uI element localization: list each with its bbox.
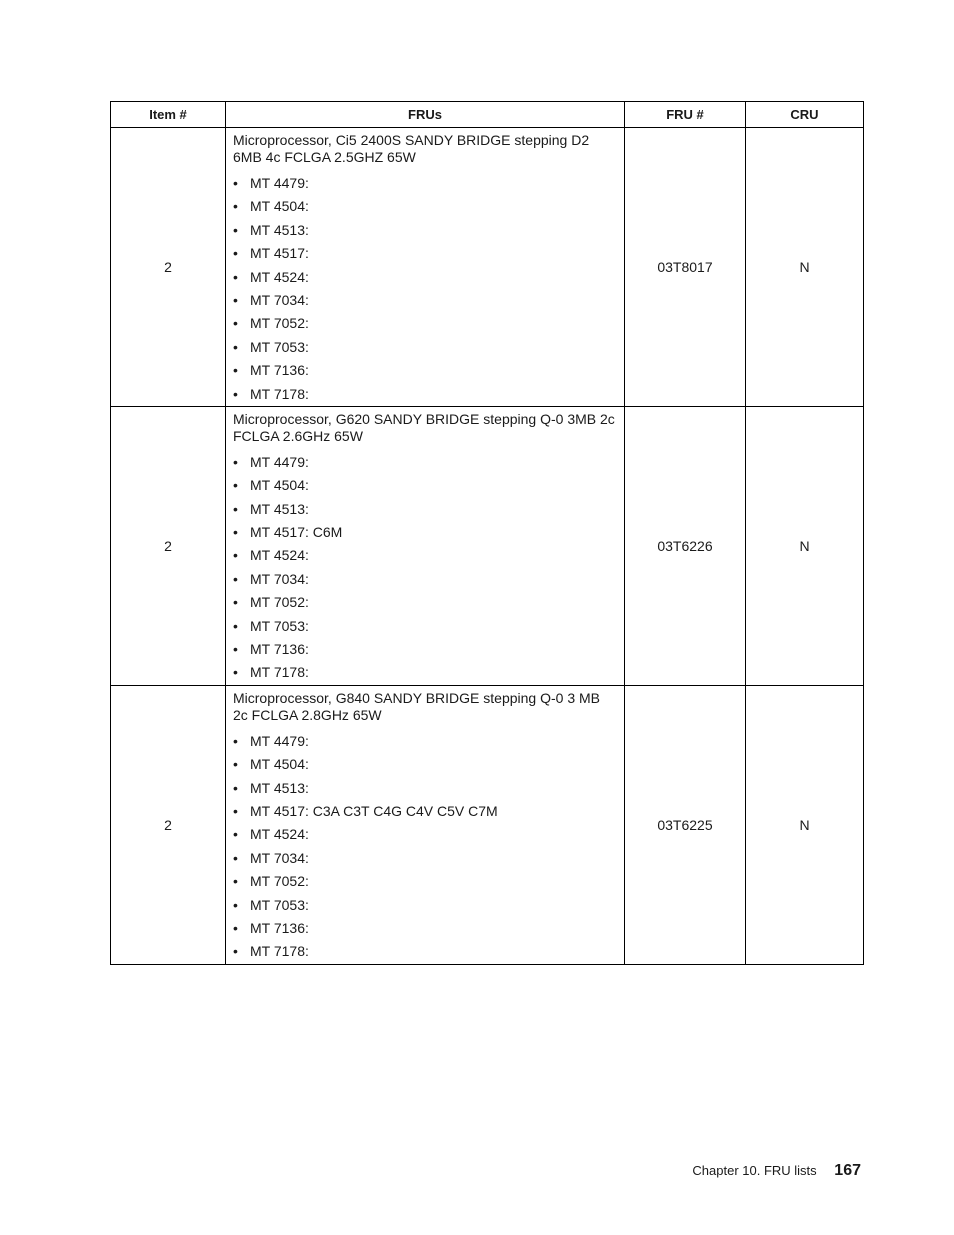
list-item	[233, 940, 616, 963]
list-item	[233, 219, 616, 242]
chapter-label: Chapter 10. FRU lists	[692, 1163, 817, 1178]
machine-type-label: MT 7034:	[250, 291, 309, 308]
fru-description: Microprocessor, G840 SANDY BRIDGE stepping Q-0 3 MB 2c FCLGA 2.8GHz 65W	[233, 689, 600, 723]
machine-type-label: MT 4517:	[250, 245, 309, 262]
machine-type-label: MT 4504:	[250, 198, 309, 215]
bullet-icon: •	[233, 198, 238, 215]
machine-type-list	[233, 730, 616, 964]
list-item	[233, 870, 616, 893]
list-item	[233, 568, 616, 591]
bullet-icon: •	[233, 594, 238, 611]
list-item	[233, 521, 616, 544]
machine-type-label: MT 7034:	[250, 570, 309, 587]
list-item	[233, 661, 616, 684]
header-cru: CRU	[746, 102, 864, 128]
machine-type-list	[233, 172, 616, 406]
list-item	[233, 894, 616, 917]
list-item	[233, 498, 616, 521]
list-item	[233, 312, 616, 335]
bullet-icon: •	[233, 896, 238, 913]
list-item	[233, 544, 616, 567]
fru-description-cell	[226, 128, 625, 407]
machine-type-label: MT 4524:	[250, 547, 309, 564]
machine-type-label: MT 7178:	[250, 664, 309, 681]
bullet-icon: •	[233, 570, 238, 587]
list-item	[233, 474, 616, 497]
item-number-cell: 2	[111, 406, 226, 685]
machine-type-label: MT 4513:	[250, 221, 309, 238]
machine-type-label: MT 7052:	[250, 594, 309, 611]
bullet-icon: •	[233, 175, 238, 191]
list-item	[233, 172, 616, 195]
bullet-icon: •	[233, 826, 238, 843]
list-item	[233, 195, 616, 218]
machine-type-label: MT 4479:	[250, 175, 309, 191]
list-item	[233, 638, 616, 661]
list-item	[233, 289, 616, 312]
cru-cell: N	[746, 685, 864, 964]
bullet-icon: •	[233, 477, 238, 494]
cru-cell: N	[746, 128, 864, 407]
machine-type-label: MT 7053:	[250, 896, 309, 913]
bullet-icon: •	[233, 779, 238, 796]
machine-type-label: MT 4517: C3A C3T C4G C4V C5V C7M	[250, 802, 498, 819]
table-body	[111, 128, 864, 965]
table-row	[111, 685, 864, 964]
fru-description: Microprocessor, G620 SANDY BRIDGE stepping Q-0 3MB 2c FCLGA 2.6GHz 65W	[233, 410, 615, 444]
bullet-icon: •	[233, 664, 238, 681]
cru-cell: N	[746, 406, 864, 685]
list-item	[233, 847, 616, 870]
bullet-icon: •	[233, 362, 238, 379]
fru-number-cell: 03T6226	[625, 406, 746, 685]
machine-type-label: MT 4513:	[250, 500, 309, 517]
machine-type-label: MT 4479:	[250, 732, 309, 749]
machine-type-label: MT 4524:	[250, 826, 309, 843]
bullet-icon: •	[233, 291, 238, 308]
bullet-icon: •	[233, 315, 238, 332]
list-item	[233, 777, 616, 800]
machine-type-label: MT 7178:	[250, 943, 309, 960]
list-item	[233, 730, 616, 753]
fru-description-cell	[226, 685, 625, 964]
machine-type-label: MT 4517: C6M	[250, 524, 343, 541]
fru-description-cell	[226, 406, 625, 685]
bullet-icon: •	[233, 245, 238, 262]
list-item	[233, 917, 616, 940]
bullet-icon: •	[233, 617, 238, 634]
bullet-icon: •	[233, 547, 238, 564]
bullet-icon: •	[233, 453, 238, 470]
machine-type-label: MT 7053:	[250, 617, 309, 634]
bullet-icon: •	[233, 756, 238, 773]
machine-type-label: MT 7178:	[250, 385, 309, 402]
machine-type-label: MT 7136:	[250, 919, 309, 936]
machine-type-label: MT 7136:	[250, 362, 309, 379]
list-item	[233, 359, 616, 382]
header-row	[111, 102, 864, 128]
bullet-icon: •	[233, 500, 238, 517]
machine-type-label: MT 7053:	[250, 338, 309, 355]
fru-table	[110, 101, 864, 965]
page-number: 167	[834, 1162, 861, 1179]
bullet-icon: •	[233, 338, 238, 355]
machine-type-label: MT 4504:	[250, 756, 309, 773]
machine-type-label: MT 7136:	[250, 641, 309, 658]
bullet-icon: •	[233, 732, 238, 749]
list-item	[233, 753, 616, 776]
header-fru-number: FRU #	[625, 102, 746, 128]
bullet-icon: •	[233, 849, 238, 866]
machine-type-label: MT 4479:	[250, 453, 309, 470]
machine-type-label: MT 4513:	[250, 779, 309, 796]
list-item	[233, 336, 616, 359]
item-number-cell: 2	[111, 685, 226, 964]
fru-description: Microprocessor, Ci5 2400S SANDY BRIDGE stepping D2 6MB 4c FCLGA 2.5GHZ 65W	[233, 132, 590, 165]
list-item	[233, 591, 616, 614]
list-item	[233, 242, 616, 265]
machine-type-label: MT 7052:	[250, 873, 309, 890]
machine-type-list	[233, 451, 616, 685]
fru-number-cell: 03T8017	[625, 128, 746, 407]
list-item	[233, 615, 616, 638]
bullet-icon: •	[233, 873, 238, 890]
machine-type-label: MT 4504:	[250, 477, 309, 494]
table-row	[111, 128, 864, 407]
item-number-cell: 2	[111, 128, 226, 407]
list-item	[233, 383, 616, 406]
header-item-number: Item #	[111, 102, 226, 128]
list-item	[233, 823, 616, 846]
machine-type-label: MT 7034:	[250, 849, 309, 866]
table-row	[111, 406, 864, 685]
list-item	[233, 800, 616, 823]
list-item	[233, 451, 616, 474]
bullet-icon: •	[233, 943, 238, 960]
bullet-icon: •	[233, 268, 238, 285]
header-frus: FRUs	[226, 102, 625, 128]
machine-type-label: MT 7052:	[250, 315, 309, 332]
bullet-icon: •	[233, 641, 238, 658]
bullet-icon: •	[233, 919, 238, 936]
bullet-icon: •	[233, 802, 238, 819]
fru-number-cell: 03T6225	[625, 685, 746, 964]
bullet-icon: •	[233, 524, 238, 541]
machine-type-label: MT 4524:	[250, 268, 309, 285]
page-footer	[692, 1162, 861, 1180]
bullet-icon: •	[233, 385, 238, 402]
bullet-icon: •	[233, 221, 238, 238]
list-item	[233, 266, 616, 289]
